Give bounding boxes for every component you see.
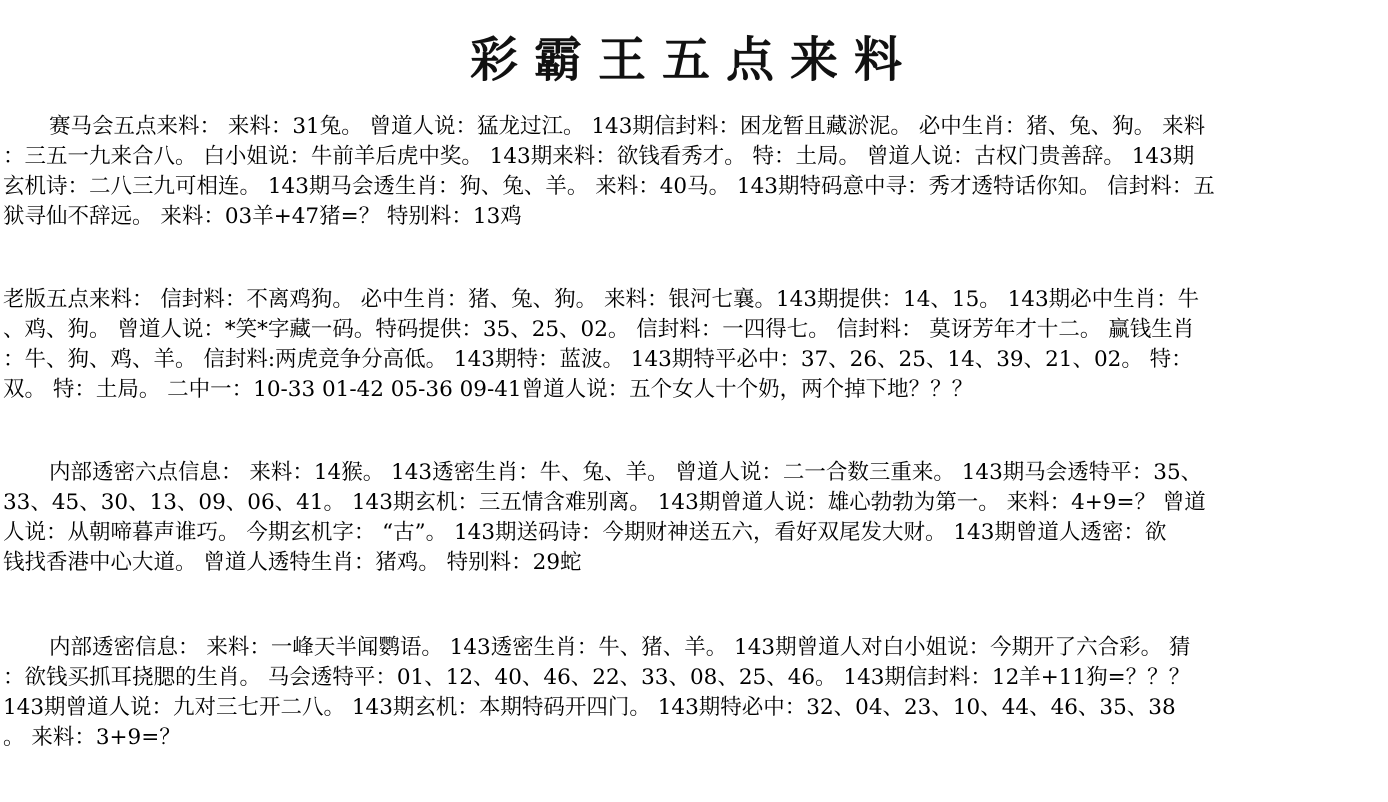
section-1-line-1: 赛马会五点来料： 来料：31兔。 曾道人说：猛龙过江。 143期信封料：困龙暂且藏淤泥。 必中生肖：猪、兔、狗。 来料 — [49, 114, 1206, 139]
section-3-line-2: 33、45、30、13、09、06、41。 143期玄机：三五情含难别离。 143期曾道人说：雄心勃勃为第一。 来料：4+9=？ 曾道 — [3, 490, 1206, 515]
section-4-line-1: 内部透密信息： 来料：一峰天半闻鹦语。 143透密生肖：牛、猪、羊。 143期曾道人对白小姐说：今期开了六合彩。 猜 — [49, 635, 1191, 660]
section-2 — [3, 285, 1385, 405]
section-1-line-2: ：三五一九来合八。 白小姐说：牛前羊后虎中奖。 143期来料：欲钱看秀才。 特：土局。 曾道人说：古权门贵善辞。 143期 — [3, 144, 1195, 169]
section-3-line-1: 内部透密六点信息： 来料：14猴。 143透密生肖：牛、兔、羊。 曾道人说：二一合数三重来。 143期马会透特平：35、 — [49, 460, 1203, 485]
section-3-line-3: 人说：从朝啼暮声谁巧。 今期玄机字： “古”。 143期送码诗：今期财神送五六，看好双尾发大财。 143期曾道人透密：欲 — [3, 520, 1167, 545]
section-1-line-4: 狱寻仙不辞远。 来料：03羊+47猪=？ 特别料：13鸡 — [3, 204, 522, 229]
section-4-line-4: 。 来料：3+9=？ — [3, 725, 181, 750]
page-title: 彩霸王五点来料 — [469, 32, 918, 88]
section-1-line-3: 玄机诗：二八三九可相连。 143期马会透生肖：狗、兔、羊。 来料：40马。 143期特码意中寻：秀才透特话你知。 信封料：五 — [3, 174, 1215, 199]
section-3 — [3, 458, 1385, 578]
section-4-line-3: 143期曾道人说：九对三七开二八。 143期玄机：本期特码开四门。 143期特必中：32、04、23、10、44、46、35、38 — [3, 695, 1176, 720]
section-2-line-2: 、鸡、狗。 曾道人说：*笑*字藏一码。特码提供：35、25、02。 信封料：一四得七。 信封料： 莫讶芳年才十二。 赢钱生肖 — [3, 317, 1195, 342]
section-2-line-3: ：牛、狗、鸡、羊。 信封料:两虎竞争分高低。 143期特：蓝波。 143期特平必中：37、26、25、14、39、21、02。 特： — [3, 347, 1193, 372]
section-2-line-1: 老版五点来料： 信封料：不离鸡狗。 必中生肖：猪、兔、狗。 来料：银河七襄。143期提供：14、15。 143期必中生肖：牛 — [3, 287, 1200, 312]
section-4 — [3, 633, 1385, 753]
section-4-line-2: ：欲钱买抓耳挠腮的生肖。 马会透特平：01、12、40、46、22、33、08、25、46。 143期信封料：12羊+11狗=？？？ — [3, 665, 1191, 690]
section-1 — [3, 112, 1385, 232]
section-3-line-4: 钱找香港中心大道。 曾道人透特生肖：猪鸡。 特别料：29蛇 — [3, 550, 582, 575]
section-2-line-4: 双。 特：土局。 二中一：10-33 01-42 05-36 09-41曾道人说：五个女人十个奶，两个掉下地？？？ — [3, 377, 974, 402]
